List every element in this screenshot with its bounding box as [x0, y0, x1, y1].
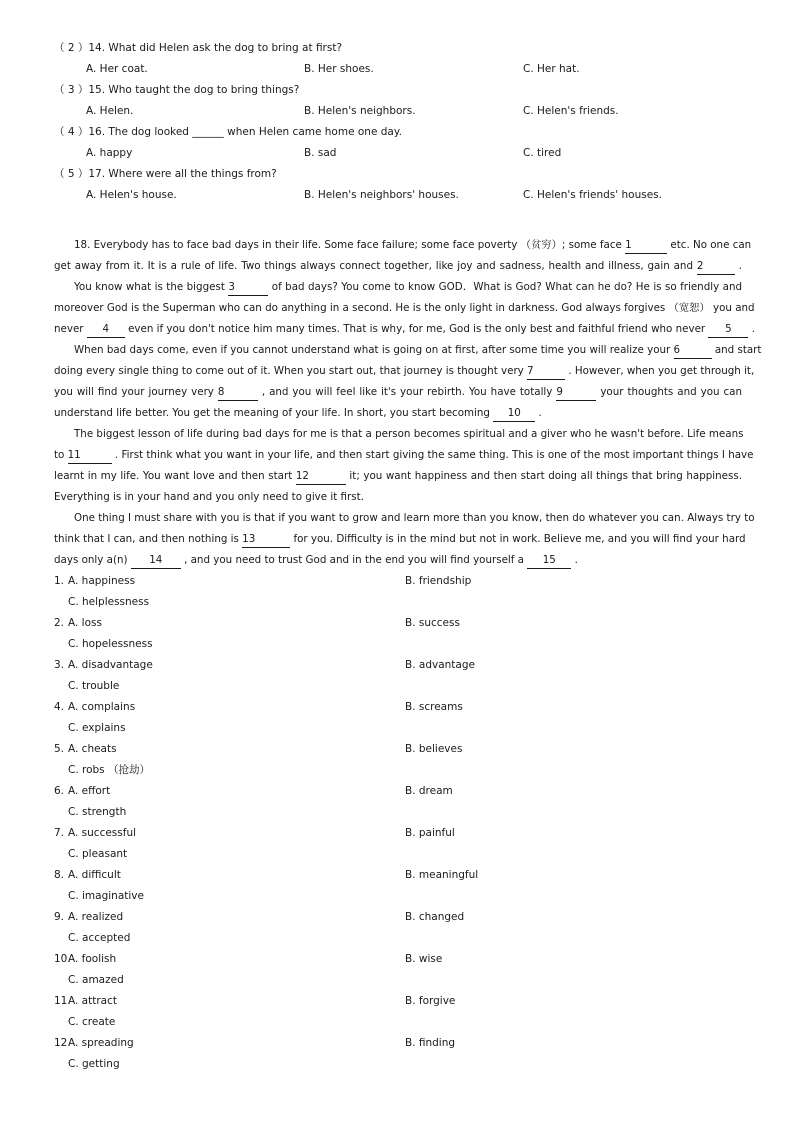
option-a[interactable]: A. happy: [86, 147, 133, 159]
option-b[interactable]: B. forgive: [405, 995, 456, 1007]
mc-question: [54, 80, 742, 101]
passage-line: moreover God is the Superman who can do anything in a second. He is the only light in darkness. God always forgives （宽恕） you and: [54, 302, 755, 314]
answer-row: [54, 571, 742, 592]
answer-row: [54, 1054, 742, 1075]
passage-line: Everything is in your hand and you only need to give it first.: [54, 491, 364, 503]
option-b[interactable]: B. Her shoes.: [304, 63, 374, 75]
blank-8[interactable]: 8: [218, 385, 258, 401]
answer-row: [54, 865, 742, 886]
blank-6[interactable]: 6: [674, 343, 712, 359]
option-b[interactable]: B. Helen's neighbors.: [304, 105, 416, 117]
blank-10[interactable]: 10: [493, 406, 535, 422]
option-a[interactable]: A. disadvantage: [68, 659, 153, 671]
option-c[interactable]: C. helplessness: [68, 596, 150, 608]
option-a[interactable]: A. loss: [68, 617, 102, 629]
option-c[interactable]: C. trouble: [68, 680, 120, 692]
blank-14[interactable]: 14: [131, 553, 181, 569]
answer-row: [54, 991, 742, 1012]
blank-13[interactable]: 13: [242, 532, 290, 548]
passage-line: never 4 even if you don't notice him many times. That is why, for me, God is the only best and faithful friend who never 5 .: [54, 319, 742, 340]
question-text: 17. Where were all the things from?: [88, 168, 277, 180]
option-a[interactable]: A. attract: [68, 995, 117, 1007]
answer-row: [54, 676, 742, 697]
option-b[interactable]: B. success: [405, 617, 460, 629]
answer-number: 7.: [54, 827, 65, 839]
option-c[interactable]: C. pleasant: [68, 848, 128, 860]
answer-row: [54, 1012, 742, 1033]
answer-row: [54, 592, 742, 613]
option-c[interactable]: C. robs （抢劫）: [68, 764, 150, 776]
answer-row: [54, 907, 742, 928]
option-a[interactable]: A. Her coat.: [86, 63, 148, 75]
answer-number: 2.: [54, 617, 65, 629]
option-a[interactable]: A. complains: [68, 701, 136, 713]
answer-number: 8.: [54, 869, 65, 881]
answer-row: [54, 1033, 742, 1054]
option-c[interactable]: C. explains: [68, 722, 126, 734]
blank-4[interactable]: 4: [87, 322, 125, 338]
passage-line: get away from it. It is a rule of life. Two things always connect together, like joy and sadness, health and illness, gain and 2 .: [54, 256, 742, 277]
option-c[interactable]: C. imaginative: [68, 890, 144, 902]
passage-line: The biggest lesson of life during bad days for me is that a person becomes spiritual and a giver who he wasn't before. Life means: [74, 428, 744, 440]
passage-line: learnt in my life. You want love and then start 12 it; you want happiness and then start doing all things that bring happiness.: [54, 466, 742, 487]
passage-line: When bad days come, even if you cannot understand what is going on at first, after some time you will realize your 6 and start: [54, 340, 742, 361]
option-a[interactable]: A. cheats: [68, 743, 117, 755]
mc-options-row: [54, 143, 742, 164]
option-a[interactable]: A. Helen's house.: [86, 189, 177, 201]
answer-row: [54, 823, 742, 844]
answer-number: 3.: [54, 659, 65, 671]
answer-row: [54, 613, 742, 634]
blank-2[interactable]: 2: [697, 259, 735, 275]
answer-row: [54, 718, 742, 739]
passage-line: to 11 . First think what you want in your life, and then start giving the same thing. This is one of the most important things I have: [54, 445, 742, 466]
option-a[interactable]: A. foolish: [68, 953, 117, 965]
option-b[interactable]: B. finding: [405, 1037, 456, 1049]
answer-row: [54, 886, 742, 907]
option-a[interactable]: A. effort: [68, 785, 111, 797]
question-prefix: （ 3 ）: [54, 84, 89, 96]
option-c[interactable]: C. accepted: [68, 932, 131, 944]
mc-options-row: [54, 59, 742, 80]
option-c[interactable]: C. Her hat.: [523, 63, 580, 75]
passage-line: One thing I must share with you is that if you want to grow and learn more than you know, then do whatever you can. Always try to: [74, 512, 755, 524]
blank-5[interactable]: 5: [708, 322, 748, 338]
option-a[interactable]: A. realized: [68, 911, 124, 923]
option-a[interactable]: A. successful: [68, 827, 137, 839]
blank-9[interactable]: 9: [556, 385, 596, 401]
answer-row: [54, 697, 742, 718]
answer-number: 6.: [54, 785, 65, 797]
answer-number: 9.: [54, 911, 65, 923]
passage-line: understand life better. You get the meaning of your life. In short, you start becoming 10 .: [54, 403, 742, 424]
option-b[interactable]: B. meaningful: [405, 869, 479, 881]
question-text: 14. What did Helen ask the dog to bring at first?: [88, 42, 343, 54]
option-b[interactable]: B. Helen's neighbors' houses.: [304, 189, 459, 201]
answer-row: [54, 781, 742, 802]
option-c[interactable]: C. hopelessness: [68, 638, 153, 650]
answer-number: 12.: [54, 1037, 71, 1049]
option-b[interactable]: B. screams: [405, 701, 463, 713]
passage-line: you will find your journey very 8 , and you will feel like it's your rebirth. You have totally 9 your thoughts and you can: [54, 382, 742, 403]
option-b[interactable]: B. sad: [304, 147, 337, 159]
blank-1[interactable]: 1: [625, 238, 667, 254]
answer-row: [54, 634, 742, 655]
blank-15[interactable]: 15: [527, 553, 571, 569]
passage-line: 18. Everybody has to face bad days in their life. Some face failure; some face poverty （贫穷）; some face 1 etc. No one can: [54, 235, 742, 256]
option-b[interactable]: B. believes: [405, 743, 463, 755]
option-c[interactable]: C. Helen's friends.: [523, 105, 619, 117]
option-a[interactable]: A. difficult: [68, 869, 121, 881]
passage-line: You know what is the biggest 3 of bad days? You come to know GOD．What is God? What can he do? He is so friendly and: [54, 277, 742, 298]
question-prefix: （ 2 ）: [54, 42, 89, 54]
answer-row: [54, 802, 742, 823]
answer-number: 11.: [54, 995, 71, 1007]
mc-question: [54, 122, 742, 143]
option-b[interactable]: B. changed: [405, 911, 465, 923]
option-a[interactable]: A. Helen.: [86, 105, 134, 117]
option-c[interactable]: C. tired: [523, 147, 562, 159]
answer-number: 5.: [54, 743, 65, 755]
question-text: 15. Who taught the dog to bring things?: [88, 84, 300, 96]
answer-number: 1.: [54, 575, 65, 587]
answer-row: [54, 844, 742, 865]
option-b[interactable]: B. dream: [405, 785, 453, 797]
option-b[interactable]: B. painful: [405, 827, 455, 839]
blank-3[interactable]: 3: [228, 280, 268, 296]
option-a[interactable]: A. spreading: [68, 1037, 134, 1049]
answer-number: 10.: [54, 953, 71, 965]
passage-line: doing every single thing to come out of it. When you start out, that journey is thought very 7 . However, when you get through it,: [54, 361, 742, 382]
blank-12[interactable]: 12: [296, 469, 346, 485]
answer-row: [54, 949, 742, 970]
answer-row: [54, 739, 742, 760]
passage-line: think that I can, and then nothing is 13 for you. Difficulty is in the mind but not in work. Believe me, and you will find your hard: [54, 529, 742, 550]
option-c[interactable]: C. strength: [68, 806, 127, 818]
passage-line: days only a(n) 14 , and you need to trust God and in the end you will find yourself a 15 .: [54, 550, 742, 571]
answer-row: [54, 760, 742, 781]
question-prefix: （ 4 ）: [54, 126, 89, 138]
option-b[interactable]: B. friendship: [405, 575, 472, 587]
answer-row: [54, 655, 742, 676]
option-c[interactable]: C. getting: [68, 1058, 120, 1070]
option-c[interactable]: C. create: [68, 1016, 116, 1028]
option-b[interactable]: B. wise: [405, 953, 443, 965]
option-a[interactable]: A. happiness: [68, 575, 136, 587]
mc-question: [54, 38, 742, 59]
blank-7[interactable]: 7: [527, 364, 565, 380]
answer-row: [54, 970, 742, 991]
answer-number: 4.: [54, 701, 65, 713]
option-b[interactable]: B. advantage: [405, 659, 475, 671]
question-text: 16. The dog looked ______ when Helen came home one day.: [88, 126, 402, 138]
option-c[interactable]: C. Helen's friends' houses.: [523, 189, 662, 201]
option-c[interactable]: C. amazed: [68, 974, 124, 986]
blank-11[interactable]: 11: [68, 448, 112, 464]
question-prefix: （ 5 ）: [54, 168, 89, 180]
mc-options-row: [54, 185, 742, 206]
mc-question: [54, 164, 742, 185]
answer-row: [54, 928, 742, 949]
mc-options-row: [54, 101, 742, 122]
